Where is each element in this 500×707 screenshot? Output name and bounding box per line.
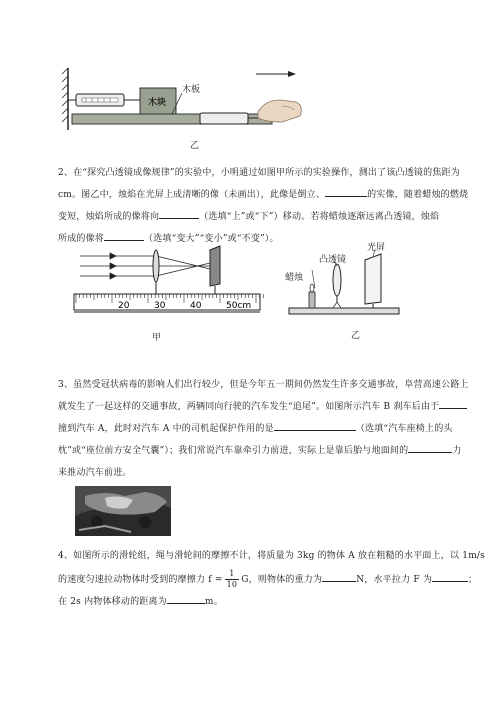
lens-label: 凸透镜 <box>319 255 347 265</box>
fraction <box>225 569 240 590</box>
fraction-denominator: 10 <box>226 580 238 589</box>
q3-text: 枕”或“座位前方安全气囊”）；我们常说汽车靠牵引力前进，实际上是靠后胎与地面间的 <box>58 446 409 456</box>
ruler-tick-label: 30 <box>154 301 166 311</box>
answer-blank[interactable] <box>439 398 467 409</box>
screen-label: 光屏 <box>367 243 386 253</box>
figure-caption-jia: 甲 <box>152 333 162 343</box>
lens-focal-figure <box>70 242 270 342</box>
q3-line-5: 来推动汽车前进。 <box>58 468 132 478</box>
answer-blank[interactable] <box>274 420 356 431</box>
q4-line-1: 4、如图所示的滑轮组，绳与滑轮间的摩擦不计，将质量为 3kg 的物体 A 放在粗糙的水平面上，以 1m/s <box>58 551 485 561</box>
q4-line-3 <box>58 591 450 613</box>
car-crash-photo <box>75 486 171 536</box>
q3-line-3 <box>58 418 453 440</box>
question-3 <box>58 374 469 484</box>
ruler-tick-label: 50cm <box>226 301 252 311</box>
answer-blank[interactable] <box>325 186 367 197</box>
focal-length-diagram <box>70 242 270 332</box>
q3-line-1: 3、虽然受冠状病毒的影响人们出行较少，但是今年五一期间仍然发生许多交通事故，阜营高速公路上 <box>58 380 469 390</box>
candle-lens-figure <box>285 240 405 340</box>
ruler-tick-label: 20 <box>118 301 130 311</box>
q2-text: （选填“变大”“变小”或“不变”）。 <box>144 234 279 244</box>
q4-text: G，则物体的重力为 <box>241 575 323 585</box>
q4-text: N，水平拉力 F 为 <box>356 575 433 585</box>
answer-blank[interactable] <box>408 442 452 453</box>
figure-caption-top: 乙 <box>190 141 200 151</box>
answer-blank[interactable] <box>159 208 199 219</box>
fraction-numerator: 1 <box>225 569 240 580</box>
block-label: 木块 <box>148 98 167 108</box>
q3-line-2 <box>58 396 450 418</box>
candle-label: 蜡烛 <box>285 273 304 283</box>
q4-text: m。 <box>204 597 223 607</box>
q4-text: 的速度匀速拉动物体时受到的摩擦力 f = <box>58 575 223 585</box>
answer-blank[interactable] <box>167 593 205 604</box>
answer-blank[interactable] <box>104 230 144 241</box>
q3-text: 撞到汽车 A，此时对汽车 A 中的司机起保护作用的是 <box>58 424 274 434</box>
q2-text: 变短，烛焰所成的像将向 <box>58 212 160 222</box>
answer-blank[interactable] <box>432 571 468 582</box>
q4-line-2 <box>58 569 478 591</box>
q2-line-2 <box>58 184 469 206</box>
q2-text: （选填“上”或“下”）移动。若将蜡烛逐渐远离凸透镜，烛焰 <box>199 212 440 222</box>
q2-line-3 <box>58 206 450 228</box>
car-crash-image <box>75 486 171 536</box>
q2-text: 的实像，随着蜡烛的燃烧 <box>367 190 469 200</box>
q3-line-4 <box>58 440 462 462</box>
q3-text: 力 <box>452 446 462 456</box>
answer-blank[interactable] <box>322 571 356 582</box>
ruler-tick-label: 40 <box>190 301 202 311</box>
question-4 <box>58 545 485 613</box>
figure-caption-yi: 乙 <box>351 331 361 341</box>
q4-text: ； <box>468 575 478 585</box>
q4-text: 在 2s 内物体移动的距离为 <box>58 597 167 607</box>
question-2 <box>58 162 469 250</box>
q2-text: 所成的像将 <box>58 234 105 244</box>
friction-figure <box>60 60 310 155</box>
q3-text: 就发生了一起这样的交通事故，两辆同向行驶的汽车发生“追尾”。如图所示汽车 B 刹车后由于 <box>58 402 440 412</box>
friction-diagram <box>60 60 310 155</box>
q2-text: cm。图乙中，烛焰在光屏上成清晰的像（未画出），此像是倒立、 <box>58 190 326 200</box>
q3-text: （选填“汽车座椅上的头 <box>355 424 453 434</box>
board-label: 木板 <box>182 85 201 95</box>
q2-line-1: 2、在“探究凸透镜成像规律”的实验中，小明通过如图甲所示的实验操作，测出了该凸透镜的焦距为 <box>58 168 460 178</box>
